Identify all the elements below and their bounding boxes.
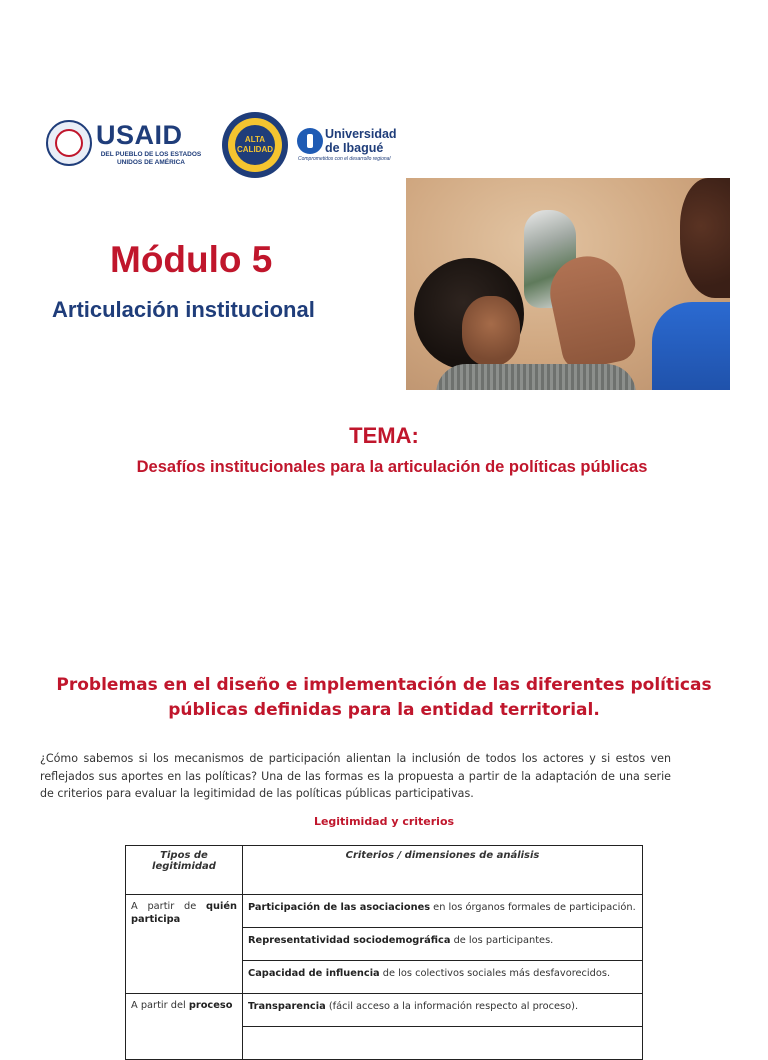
header-types: Tipos de legitimidad [126, 846, 243, 895]
table-row [126, 994, 643, 1027]
usaid-logo-subtitle: DEL PUEBLO DE LOS ESTADOS UNIDOS DE AMÉRICA [100, 151, 202, 166]
usaid-logo-text: USAID [96, 120, 183, 150]
criteria-table [125, 845, 643, 1060]
section-heading: Problemas en el diseño e implementación de las diferentes políticas públicas definidas para la entidad territorial. [56, 675, 712, 720]
table-header-row [126, 846, 643, 895]
module-subtitle: Articulación institucional [52, 297, 315, 322]
usaid-seal-icon [46, 120, 92, 166]
intro-paragraph: ¿Cómo sabemos si los mecanismos de participación alientan la inclusión de todos los actores y si estos ven reflejados sus aportes en las políticas? Una de las formas es la propuesta a partir de la adaptación de una serie de criterios para evaluar la legitimidad de las políticas públicas participativas. [40, 752, 671, 801]
type-cell: A partir del proceso [126, 994, 243, 1060]
module-title: Módulo 5 [110, 239, 273, 280]
university-tagline: Comprometidos con el desarrollo regional [298, 156, 391, 162]
type-cell: A partir de quién participa [126, 895, 243, 994]
criteria-cell: Transparencia (fácil acceso a la información respecto al proceso). [243, 994, 643, 1027]
criteria-cell: Representatividad sociodemográfica de los participantes. [243, 928, 643, 961]
university-name: Universidad de Ibagué [325, 127, 397, 155]
table-title: Legitimidad y criterios [313, 815, 455, 828]
tema-subtitle: Desafíos institucionales para la articulación de políticas públicas [136, 458, 648, 476]
quality-accreditation-badge [222, 112, 288, 178]
criteria-cell: Participación de las asociaciones en los órganos formales de participación. [243, 895, 643, 928]
workshop-photo [406, 178, 730, 390]
table-row [126, 895, 643, 928]
criteria-cell [243, 1027, 643, 1060]
university-logo-icon [297, 128, 323, 154]
criteria-cell: Capacidad de influencia de los colectivos sociales más desfavorecidos. [243, 961, 643, 994]
badge-label: ALTA CALIDAD [235, 125, 275, 165]
header-criteria: Criterios / dimensiones de análisis [243, 846, 643, 895]
tema-label: TEMA: [349, 423, 419, 448]
